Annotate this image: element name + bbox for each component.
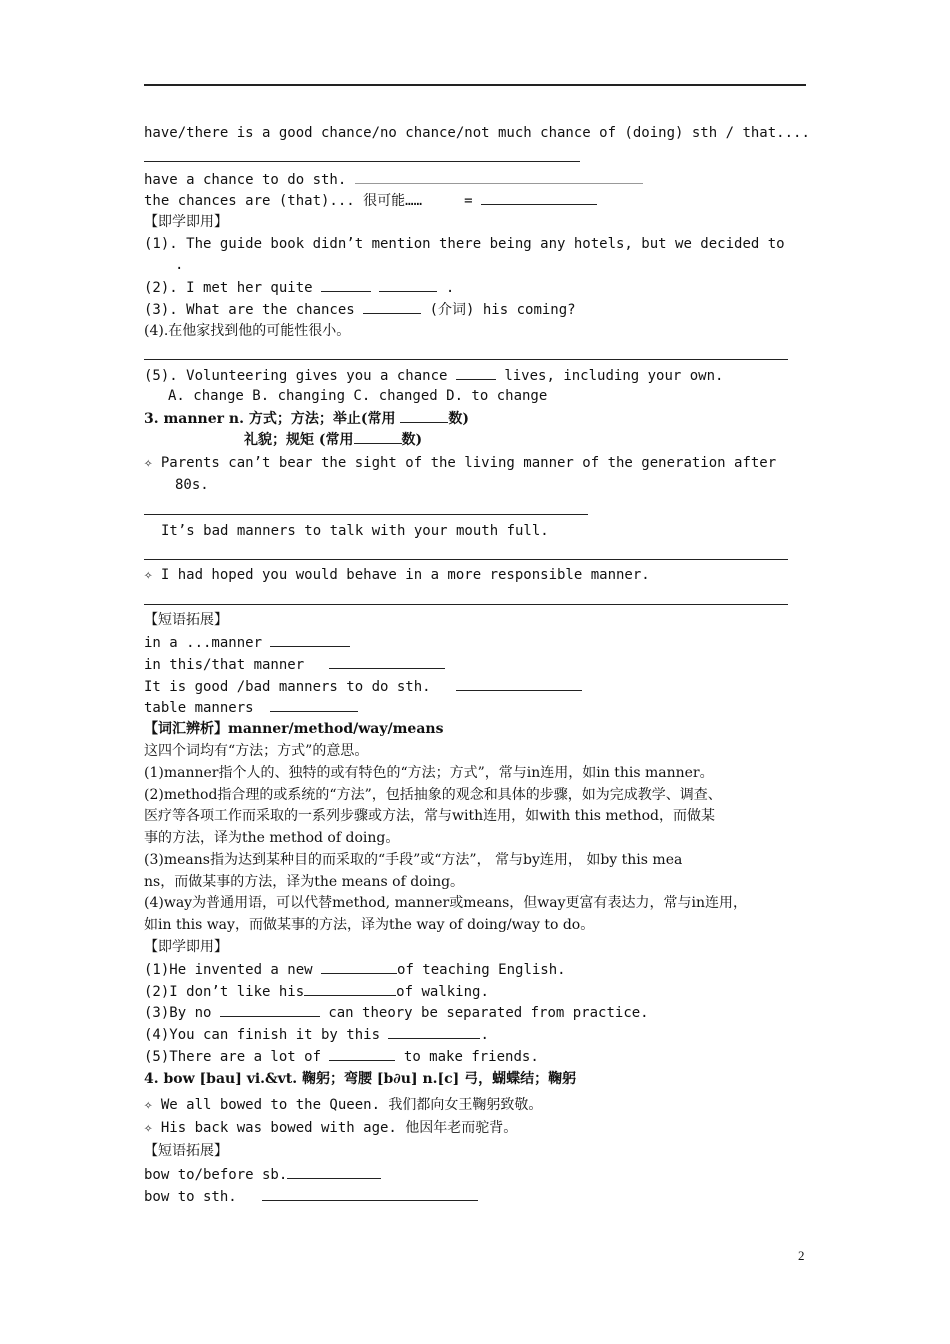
answer-blank[interactable] xyxy=(304,981,396,996)
answer-blank[interactable] xyxy=(321,277,371,292)
phrase-line-chances-are xyxy=(144,190,597,212)
vocab-means-1: (3)means指为达到某种目的而采取的“手段”或“方法”， 常与by连用， 如by this mea xyxy=(144,852,683,868)
entry-text: 礼貌；规矩 (常用 xyxy=(244,432,354,448)
section-heading-practice: 【即学即用】 xyxy=(144,214,228,230)
exercise-text: (4)You can finish it by this xyxy=(144,1027,381,1043)
exercise-text: (介词) his coming? xyxy=(429,302,576,318)
exercise-text: (3). What are the chances xyxy=(144,302,355,318)
exercise-text: to make friends. xyxy=(403,1049,539,1065)
answer-blank[interactable] xyxy=(321,959,397,974)
vocab-manner: (1)manner指个人的、独特的或有特色的“方法；方式”，常与in连用，如in this manner。 xyxy=(144,765,714,781)
vocab-method-2: 医疗等各项工作而采取的一系列步骤或方法，常与with连用，如with this method，而做某 xyxy=(144,808,716,824)
exercise-1: (1). The guide book didn’t mention there being any hotels, but we decided to xyxy=(144,236,785,252)
phrase-table-manners xyxy=(144,697,358,719)
exercise-text: (5). Volunteering gives you a chance xyxy=(144,368,448,384)
example-bowed-age: ✧ His back was bowed with age. 他因年老而驼背。 xyxy=(144,1120,518,1136)
exercise-text: (5)There are a lot of xyxy=(144,1049,322,1065)
answer-rule xyxy=(144,359,788,360)
section-heading-vocab: 【词汇辨析】manner/method/way/means xyxy=(144,721,444,737)
header-rule xyxy=(144,84,806,86)
exercise-text: (1)He invented a new xyxy=(144,962,313,978)
phrase-text: in this/that manner xyxy=(144,657,305,673)
exercise-1-end: . xyxy=(175,257,184,273)
example-parents-end: 80s. xyxy=(175,477,209,493)
exercise-text: lives, including your own. xyxy=(504,368,724,384)
answer-blank[interactable] xyxy=(270,632,350,647)
phrase-line-have-a-chance xyxy=(144,169,643,191)
answer-rule xyxy=(144,559,788,560)
answer-blank[interactable] xyxy=(270,697,358,712)
answer-blank[interactable] xyxy=(287,1164,381,1179)
phrase-in-this-manner xyxy=(144,654,445,676)
exercise-4: (4).在他家找到他的可能性很小。 xyxy=(144,323,351,339)
vocab-method-1: (2)method指合理的或系统的“方法”，包括抽象的观念和具体的步骤，如为完成教学、调查、 xyxy=(144,787,722,803)
entry-text: 数) xyxy=(448,411,469,427)
answer-rule xyxy=(144,604,788,605)
practice-5 xyxy=(144,1046,539,1068)
exercise-text: of walking. xyxy=(396,984,489,1000)
practice-2 xyxy=(144,981,489,1003)
exercise-5 xyxy=(144,365,723,387)
phrase-good-bad-manners xyxy=(144,676,582,698)
phrase-bow-to-sth xyxy=(144,1186,478,1208)
answer-blank[interactable] xyxy=(456,676,582,691)
phrase-text: bow to/before sb. xyxy=(144,1167,288,1183)
phrase-text: table manners xyxy=(144,700,254,716)
answer-blank[interactable] xyxy=(388,1024,480,1039)
answer-rule xyxy=(144,161,580,162)
vocab-means-2: ns，而做某事的方法，译为the means of doing。 xyxy=(144,874,465,890)
exercise-text: . xyxy=(445,280,455,296)
entry-bow: 4. bow [bau] vi.&vt. 鞠躬；弯腰 [b∂u] n.[c] 弓，蝴蝶结；鞠躬 xyxy=(144,1071,577,1087)
exercise-3 xyxy=(144,299,576,321)
phrase-text: in a ...manner xyxy=(144,635,263,651)
exercise-text: can theory be separated from practice. xyxy=(328,1005,649,1021)
phrase-in-a-manner xyxy=(144,632,350,654)
example-responsible: ✧ I had hoped you would behave in a more responsible manner. xyxy=(144,567,650,583)
answer-blank[interactable] xyxy=(379,277,437,292)
exercise-2 xyxy=(144,277,454,299)
phrase-text: the chances are (that)... 很可能…… xyxy=(144,193,423,209)
entry-manner xyxy=(144,408,469,430)
phrase-text: bow to sth. xyxy=(144,1189,237,1205)
section-heading-phrases-2: 【短语拓展】 xyxy=(144,1143,228,1159)
section-heading-practice-2: 【即学即用】 xyxy=(144,939,228,955)
answer-blank[interactable] xyxy=(354,429,402,444)
answer-blank[interactable] xyxy=(456,365,496,380)
practice-1 xyxy=(144,959,566,981)
exercise-text: of teaching English. xyxy=(397,962,566,978)
answer-blank[interactable] xyxy=(262,1186,478,1201)
practice-3 xyxy=(144,1002,649,1024)
exercise-text: (2)I don’t like his xyxy=(144,984,305,1000)
exercise-5-options: A. change B. changing C. changed D. to change xyxy=(168,388,548,404)
vocab-way-1: (4)way为普通用语，可以代替method, manner或means，但way更富有表达力，常与in连用， xyxy=(144,895,748,911)
phrase-bow-to-sb xyxy=(144,1164,381,1186)
practice-4 xyxy=(144,1024,489,1046)
vocab-method-3: 事的方法，译为the method of doing。 xyxy=(144,830,400,846)
entry-text: 3. manner n. 方式；方法；举止(常用 xyxy=(144,411,396,427)
answer-blank[interactable] xyxy=(220,1002,320,1017)
example-bad-manners: It’s bad manners to talk with your mouth full. xyxy=(161,523,549,539)
section-heading-phrases: 【短语拓展】 xyxy=(144,612,228,628)
vocab-way-2: 如in this way，而做某事的方法，译为the way of doing/way to do。 xyxy=(144,917,595,933)
exercise-text: . xyxy=(480,1027,489,1043)
phrase-line-chance-of: have/there is a good chance/no chance/not much chance of (doing) sth / that.... xyxy=(144,125,810,141)
answer-blank[interactable] xyxy=(400,408,448,423)
page-number: 2 xyxy=(798,1248,805,1263)
entry-manners-meaning xyxy=(244,429,422,451)
vocab-intro: 这四个词均有“方法；方式”的意思。 xyxy=(144,743,369,759)
example-bowed-queen: ✧ We all bowed to the Queen. 我们都向女王鞠躬致敬。 xyxy=(144,1097,543,1113)
phrase-text: It is good /bad manners to do sth. xyxy=(144,679,431,695)
answer-rule xyxy=(144,514,588,515)
equals-sign: = xyxy=(464,193,473,209)
answer-blank[interactable] xyxy=(355,169,643,184)
answer-blank[interactable] xyxy=(329,1046,395,1061)
phrase-text: have a chance to do sth. xyxy=(144,172,347,188)
example-parents: ✧ Parents can’t bear the sight of the living manner of the generation after xyxy=(144,455,777,471)
entry-text: 数) xyxy=(401,432,423,448)
answer-blank[interactable] xyxy=(363,299,421,314)
answer-blank[interactable] xyxy=(329,654,445,669)
answer-blank[interactable] xyxy=(481,190,597,205)
exercise-text: (2). I met her quite xyxy=(144,280,313,296)
exercise-text: (3)By no xyxy=(144,1005,212,1021)
